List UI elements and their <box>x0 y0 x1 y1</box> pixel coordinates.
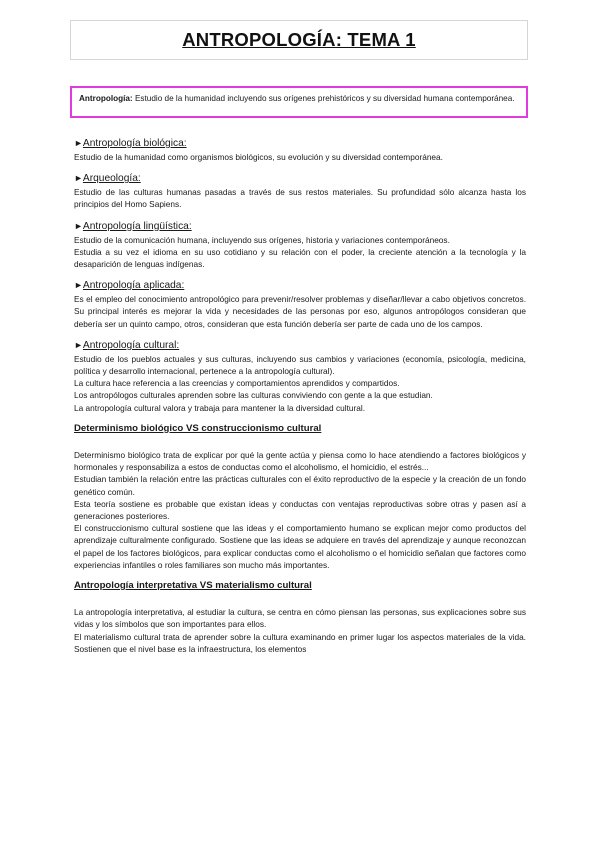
title-box <box>70 20 528 60</box>
paragraph: El construccionismo cultural sostiene que las ideas y el comportamiento humano se explican mejor como productos del aprendizaje culturalmente configurado. Sostiene que las ideas se adquiere en través del aprendizaje y aunque reconozcan el papel de los factores biológicos, para explicar conductas como el alcoholismo o el homicidio señalan que factores como experiencias infantiles o roles familiares son mucho más importantes. <box>74 523 526 570</box>
main-content <box>74 137 526 664</box>
section-heading-label: Antropología biológica: <box>82 138 187 149</box>
paragraph: Estudio de la humanidad como organismos biológicos, su evolución y su diversidad contemporánea. <box>74 152 443 162</box>
paragraph: Estudio de la comunicación humana, incluyendo sus orígenes, historia y variaciones contemporáneos. <box>74 234 450 245</box>
section-heading <box>74 172 526 185</box>
paragraph: Estudio de las culturas humanas pasadas a través de sus restos materiales. Su profundidad sólo alcanza hasta los principios del Homo Sapiens. <box>74 187 526 210</box>
section-interpretativa <box>74 606 526 655</box>
definition-box <box>70 86 528 118</box>
section-heading-label: Antropología lingüística: <box>82 220 192 232</box>
section-cultural <box>74 339 526 414</box>
paragraph: Estudian también la relación entre las prácticas culturales con el éxito reproductivo de la especie y la creación de un fondo genético común. <box>74 474 526 497</box>
paragraph: Esta teoría sostiene es probable que existan ideas y conductas con ventajas reproductivas sobre otras y pasen así a generaciones posteriores. <box>74 498 526 522</box>
paragraph: La cultura hace referencia a las creencias y comportamientos aprendidos y compartidos. <box>74 378 400 389</box>
paragraph: La antropología cultural valora y trabaja para mantener la la diversidad cultural. <box>74 402 366 413</box>
arrow-bullet-icon: ► <box>74 280 83 291</box>
paragraph: La antropología interpretativa, al estudiar la cultura, se centra en cómo piensan las personas, sus explicaciones sobre sus vidas y los símbolos que son importantes para ellos. <box>74 607 526 630</box>
section-heading <box>74 339 526 352</box>
heading-determinismo: Determinismo biológico VS construccionismo cultural <box>74 422 322 434</box>
section-heading <box>74 279 526 292</box>
arrow-bullet-icon: ► <box>74 339 83 350</box>
section-biologica <box>74 137 526 163</box>
paragraph: Los antropólogos culturales aprenden sobre las culturas conviviendo con gente a la que estudian. <box>74 390 433 401</box>
section-heading-label: Arqueología: <box>82 173 141 185</box>
definition-text: Estudio de la humanidad incluyendo sus orígenes prehistóricos y su diversidad humana contemporánea. <box>132 94 515 103</box>
arrow-bullet-icon: ► <box>74 173 83 184</box>
section-determinismo <box>74 449 526 571</box>
section-heading <box>74 220 526 233</box>
page-title: ANTROPOLOGÍA: TEMA 1 <box>182 29 416 50</box>
heading-interpretativa: Antropología interpretativa VS materialismo cultural <box>74 580 312 592</box>
paragraph: Estudia a su vez el idioma en su uso cotidiano y su relación con el poder, la creciente atención a la tecnología y la desaparición de lenguas indígenas. <box>74 246 526 270</box>
section-heading <box>74 137 526 150</box>
section-heading-label: Antropología cultural: <box>82 339 180 351</box>
definition-term: Antropología: <box>79 94 133 103</box>
paragraph: Estudio de los pueblos actuales y sus culturas, incluyendo sus cambios y variaciones (economía, psicología, medicina, política y desarrollo internacional, pertenece a la antropología cultural). <box>74 353 526 377</box>
section-heading-label: Antropología aplicada: <box>82 280 185 292</box>
arrow-bullet-icon: ► <box>74 220 83 231</box>
paragraph: El materialismo cultural trata de aprender sobre la cultura examinando en primer lugar los aspectos materiales de la vida. Sostienen que el nivel base es la infraestructura, los elementos <box>74 631 526 654</box>
arrow-bullet-icon: ► <box>74 138 83 148</box>
section-aplicada <box>74 279 526 330</box>
paragraph: Determinismo biológico trata de explicar por qué la gente actúa y piensa como lo hace atendiendo a factores biológicos y hormonales y responsabiliza a estos de conductas como el alcoholismo, el homicidio, el estrés... <box>74 450 526 473</box>
section-arqueologia <box>74 172 526 210</box>
paragraph: Es el empleo del conocimiento antropológico para prevenir/resolver problemas y diseñar/llevar a cabo objetivos concretos. Su principal interés es mejorar la vida y necesidades de las personas por eso, algunos antropólogos consideran que debería ser un quinto campo, otros, consideran que esta función debería ser parte de cada uno de los campos. <box>74 294 526 329</box>
section-linguistica <box>74 220 526 271</box>
